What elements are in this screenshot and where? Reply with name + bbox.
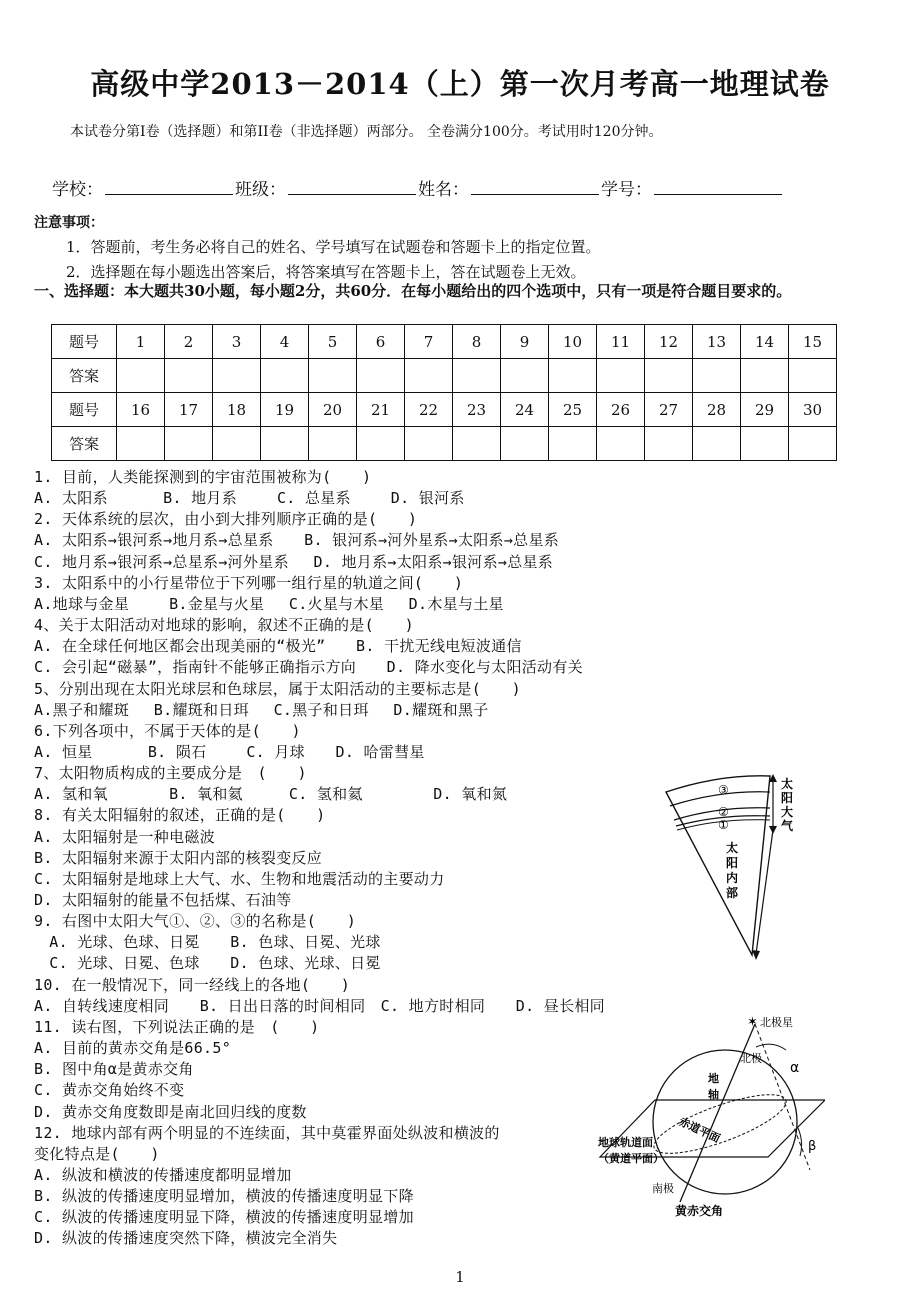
ecliptic-plane-label: （黄道平面）	[598, 1152, 664, 1165]
sun-atmosphere-label-char: 大	[781, 805, 794, 819]
section-heading: 一、选择题：本大题共30小题，每小题2分，共60分．在每小题给出的四个选项中，只有一项是符合题目要求的。	[34, 282, 792, 300]
question-number-cell: 15	[789, 325, 837, 359]
answer-cell[interactable]	[693, 359, 741, 393]
name-label: 姓名：	[418, 180, 469, 200]
class-field[interactable]	[288, 178, 416, 195]
question-number-cell: 24	[501, 393, 549, 427]
id-field[interactable]	[654, 178, 782, 195]
school-label: 学校：	[52, 180, 103, 200]
question-number-cell: 14	[741, 325, 789, 359]
layer1-label: ①	[718, 818, 729, 832]
question-line: 3. 太阳系中的小行星带位于下列哪一组行星的轨道之间( )	[34, 573, 464, 592]
answer-cell[interactable]	[645, 427, 693, 461]
answer-cell[interactable]	[261, 427, 309, 461]
answer-cell[interactable]	[741, 359, 789, 393]
question-line: C. 纵波的传播速度明显下降，横波的传播速度明显增加	[34, 1208, 414, 1227]
question-number-cell: 22	[405, 393, 453, 427]
question-number-cell: 29	[741, 393, 789, 427]
question-line: 9. 右图中太阳大气①、②、③的名称是( )	[34, 912, 357, 931]
question-number-cell: 3	[213, 325, 261, 359]
question-line: A.地球与金星 B.金星与火星 C.火星与木星 D.木星与土星	[34, 594, 504, 613]
sun-atmosphere-label-char: 太	[781, 777, 794, 791]
question-line: 变化特点是( )	[34, 1144, 160, 1163]
equator-plane-label: 赤道平面	[676, 1114, 723, 1146]
answer-cell[interactable]	[597, 427, 645, 461]
earth-outline	[653, 1050, 800, 1194]
question-line: 2. 天体系统的层次，由小到大排列顺序正确的是( )	[34, 510, 418, 529]
answer-cell[interactable]	[501, 359, 549, 393]
question-line: A.黑子和耀斑 B.耀斑和日珥 C.黑子和日珥 D.耀斑和黑子	[34, 700, 489, 719]
answer-table-number-row	[52, 325, 837, 359]
question-line: A. 在全球任何地区都会出现美丽的“极光” B. 干扰无线电短波通信	[34, 637, 522, 656]
sun-structure-figure	[660, 770, 810, 965]
sun-interior-label-char: 部	[726, 886, 739, 900]
equator-plane	[648, 1083, 792, 1165]
number-label: 题号	[52, 325, 117, 359]
answer-cell[interactable]	[453, 427, 501, 461]
answer-cell[interactable]	[165, 427, 213, 461]
question-line: C. 地月系→银河系→总星系→河外星系 D. 地月系→太阳系→银河系→总星系	[34, 552, 554, 571]
question-line: B. 图中角α是黄赤交角	[34, 1060, 194, 1079]
question-line: 11. 读右图，下列说法正确的是 ( )	[34, 1017, 320, 1036]
alpha-label: α	[790, 1060, 800, 1076]
answer-cell[interactable]	[645, 359, 693, 393]
question-line: B. 太阳辐射来源于太阳内部的核裂变反应	[34, 848, 323, 867]
obliquity-figure	[580, 1012, 825, 1222]
answer-table-number-row	[52, 393, 837, 427]
name-field[interactable]	[471, 178, 599, 195]
id-label: 学号：	[601, 180, 652, 200]
question-number-cell: 7	[405, 325, 453, 359]
answer-cell[interactable]	[213, 359, 261, 393]
question-number-cell: 23	[453, 393, 501, 427]
question-line: 5、分别出现在太阳光球层和色球层，属于太阳活动的主要标志是( )	[34, 679, 521, 698]
axis-label-char: 轴	[708, 1088, 719, 1101]
answer-cell[interactable]	[549, 427, 597, 461]
question-number-cell: 27	[645, 393, 693, 427]
question-line: D. 纵波的传播速度突然下降，横波完全消失	[34, 1229, 338, 1248]
student-info-row	[52, 175, 784, 200]
answer-cell[interactable]	[213, 427, 261, 461]
school-field[interactable]	[105, 178, 233, 195]
question-line: A. 氢和氧 B. 氧和氦 C. 氢和氦 D. 氧和氮	[34, 785, 508, 804]
answer-cell[interactable]	[597, 359, 645, 393]
question-line: B. 纵波的传播速度明显增加，横波的传播速度明显下降	[34, 1187, 414, 1206]
question-line: A. 太阳系 B. 地月系 C. 总星系 D. 银河系	[34, 489, 465, 508]
answer-cell[interactable]	[789, 359, 837, 393]
question-number-cell: 9	[501, 325, 549, 359]
answer-table-answer-row	[52, 427, 837, 461]
question-number-cell: 13	[693, 325, 741, 359]
question-number-cell: 30	[789, 393, 837, 427]
answer-cell[interactable]	[309, 359, 357, 393]
question-line: 8. 有关太阳辐射的叙述，正确的是( )	[34, 806, 326, 825]
question-number-cell: 25	[549, 393, 597, 427]
answer-cell[interactable]	[261, 359, 309, 393]
answer-cell[interactable]	[693, 427, 741, 461]
answer-cell[interactable]	[117, 359, 165, 393]
page-number: 1	[455, 1268, 465, 1286]
question-line: C. 光球、日冕、色球 D. 色球、光球、日冕	[34, 954, 381, 973]
layer3-label: ③	[718, 783, 729, 797]
sun-atmosphere-label-char: 气	[781, 819, 794, 833]
question-number-cell: 28	[693, 393, 741, 427]
answer-cell[interactable]	[309, 427, 357, 461]
polaris-star-icon: ✶	[747, 1015, 758, 1030]
answer-cell[interactable]	[165, 359, 213, 393]
question-number-cell: 2	[165, 325, 213, 359]
beta-label: β	[808, 1139, 817, 1154]
question-number-cell: 4	[261, 325, 309, 359]
notice-heading: 注意事项：	[34, 215, 104, 231]
question-line: 6.下列各项中，不属于天体的是( )	[34, 721, 301, 740]
question-number-cell: 10	[549, 325, 597, 359]
answer-cell[interactable]	[405, 427, 453, 461]
north-pole-label: 北极	[740, 1052, 762, 1065]
question-number-cell: 18	[213, 393, 261, 427]
axis-label-char: 地	[708, 1072, 719, 1085]
sun-interior-label-char: 阳	[726, 856, 739, 870]
answer-table-answer-row	[52, 359, 837, 393]
answer-table	[51, 324, 837, 461]
number-label: 题号	[52, 393, 117, 427]
question-line: A. 太阳辐射是一种电磁波	[34, 827, 215, 846]
layer2-label: ②	[718, 805, 729, 819]
question-line: 4、关于太阳活动对地球的影响，叙述不正确的是( )	[34, 616, 414, 635]
question-number-cell: 16	[117, 393, 165, 427]
answer-cell[interactable]	[549, 359, 597, 393]
notice-item: 2．选择题在每小题选出答案后，将答案填写在答题卡上，答在试题卷上无效。	[66, 263, 586, 281]
answer-cell[interactable]	[741, 427, 789, 461]
answer-label: 答案	[52, 427, 117, 461]
question-number-cell: 17	[165, 393, 213, 427]
figure-caption: 黄赤交角	[675, 1204, 724, 1218]
question-number-cell: 6	[357, 325, 405, 359]
question-line: A. 纵波和横波的传播速度都明显增加	[34, 1165, 292, 1184]
question-number-cell: 12	[645, 325, 693, 359]
polaris-label: 北极星	[760, 1016, 793, 1029]
question-number-cell: 26	[597, 393, 645, 427]
question-line: 7、太阳物质构成的主要成分是 ( )	[34, 764, 307, 783]
south-pole-label: 南极	[652, 1182, 674, 1195]
answer-cell[interactable]	[501, 427, 549, 461]
exam-title: 高级中学2013－2014（上）第一次月考高一地理试卷	[90, 67, 830, 101]
answer-cell[interactable]	[357, 427, 405, 461]
question-line: C. 黄赤交角始终不变	[34, 1081, 185, 1100]
notice-item: 1．答题前，考生务必将自己的姓名、学号填写在试题卷和答题卡上的指定位置。	[66, 238, 601, 256]
question-line: A. 恒星 B. 陨石 C. 月球 D. 哈雷彗星	[34, 742, 425, 761]
question-line: C. 会引起“磁暴”，指南针不能够正确指示方向 D. 降水变化与太阳活动有关	[34, 658, 583, 677]
question-line: 1. 目前，人类能探测到的宇宙范围被称为( )	[34, 468, 372, 486]
answer-cell[interactable]	[789, 427, 837, 461]
question-number-cell: 21	[357, 393, 405, 427]
answer-cell[interactable]	[357, 359, 405, 393]
sun-interior-label-char: 内	[726, 871, 739, 885]
question-line: 12. 地球内部有两个明显的不连续面，其中莫霍界面处纵波和横波的	[34, 1123, 500, 1142]
question-number-cell: 11	[597, 325, 645, 359]
answer-cell[interactable]	[453, 359, 501, 393]
question-line: A. 目前的黄赤交角是66.5°	[34, 1039, 232, 1058]
question-number-cell: 5	[309, 325, 357, 359]
alpha-arc	[756, 1044, 786, 1050]
orbit-plane-label: 地球轨道面	[598, 1136, 653, 1149]
answer-cell[interactable]	[405, 359, 453, 393]
question-line: 10. 在一般情况下，同一经线上的各地( )	[34, 975, 351, 994]
question-number-cell: 19	[261, 393, 309, 427]
sun-atmosphere-label-char: 阳	[781, 791, 794, 805]
question-line: A. 自转线速度相同 B. 日出日落的时间相同 C. 地方时相同 D. 昼长相同	[34, 996, 605, 1015]
question-line: D. 黄赤交角度数即是南北回归线的度数	[34, 1102, 307, 1121]
exam-intro: 本试卷分第I卷（选择题）和第II卷（非选择题）两部分。 全卷满分100分。考试用时120分钟。	[70, 124, 663, 140]
question-line: A. 太阳系→银河系→地月系→总星系 B. 银河系→河外星系→太阳系→总星系	[34, 531, 560, 550]
answer-cell[interactable]	[117, 427, 165, 461]
question-number-cell: 8	[453, 325, 501, 359]
class-label: 班级：	[235, 180, 286, 200]
question-number-cell: 20	[309, 393, 357, 427]
question-line: D. 太阳辐射的能量不包括煤、石油等	[34, 891, 292, 909]
question-line: A. 光球、色球、日冕 B. 色球、日冕、光球	[34, 933, 381, 952]
question-number-cell: 1	[117, 325, 165, 359]
sun-interior-label-char: 太	[726, 841, 739, 855]
question-line: C. 太阳辐射是地球上大气、水、生物和地震活动的主要动力	[34, 869, 445, 888]
answer-label: 答案	[52, 359, 117, 393]
